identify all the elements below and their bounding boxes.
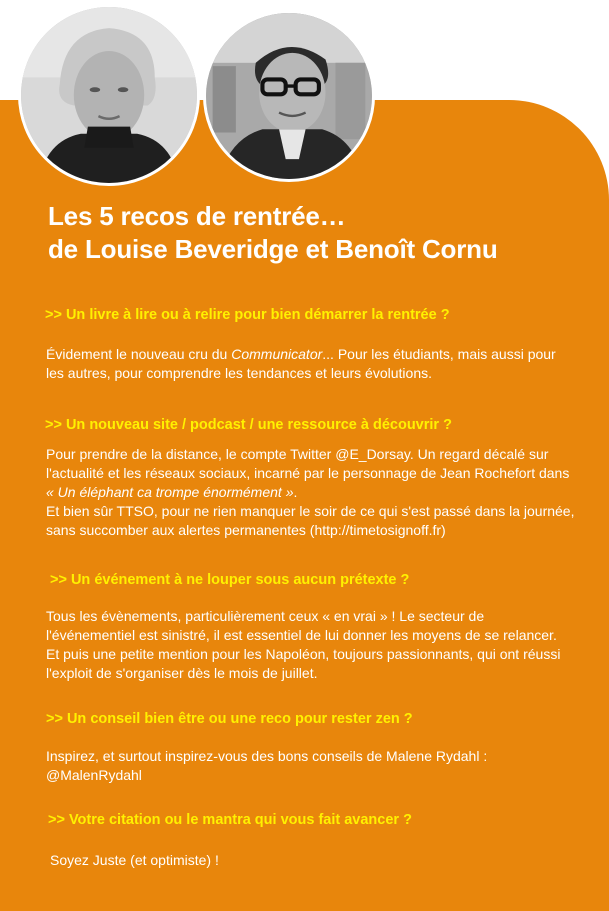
question-event: >> Un événement à ne louper sous aucun prétexte ? bbox=[50, 572, 410, 588]
portrait-photo-man bbox=[203, 10, 375, 182]
title-line-2: de Louise Beveridge et Benoît Cornu bbox=[48, 234, 498, 264]
answer-resource: Pour prendre de la distance, le compte Twitter @E_Dorsay. Un regard décalé sur l'actualité et les réseaux sociaux, incarné par le personnage de Jean Rochefort dans « Un éléphant ca trompe énormément ». Et bien sûr TTSO, pour ne rien manquer le soir de ce qui s'est passé dans la journée, sans succomber aux alertes permanentes (http://timetosignoff.fr) bbox=[46, 446, 575, 538]
question-resource: >> Un nouveau site / podcast / une ressource à découvrir ? bbox=[45, 417, 452, 433]
question-book: >> Un livre à lire ou à relire pour bien démarrer la rentrée ? bbox=[45, 307, 450, 323]
page-title bbox=[48, 200, 593, 266]
answer-book: Évidement le nouveau cru du Communicator... Pour les étudiants, mais aussi pour les autres, pour comprendre les tendances et leurs évolutions. bbox=[46, 346, 556, 381]
answer-wellbeing: Inspirez, et surtout inspirez-vous des bons conseils de Malene Rydahl : @MalenRydahl bbox=[46, 748, 488, 783]
title-line-1: Les 5 recos de rentrée… bbox=[48, 201, 346, 231]
question-mantra: >> Votre citation ou le mantra qui vous fait avancer ? bbox=[48, 812, 412, 828]
answer-event: Tous les évènements, particulièrement ceux « en vrai » ! Le secteur de l'événementiel est sinistré, il est essentiel de lui donner les moyens de se relancer. Et puis une petite mention pour les Napoléon, toujours passionnants, qui ont réussi l'exploit de s'organiser dès le mois de juillet. bbox=[46, 608, 561, 681]
question-wellbeing: >> Un conseil bien être ou une reco pour rester zen ? bbox=[46, 711, 413, 727]
answer-mantra: Soyez Juste (et optimiste) ! bbox=[50, 852, 219, 868]
portrait-photo-woman bbox=[18, 4, 200, 186]
